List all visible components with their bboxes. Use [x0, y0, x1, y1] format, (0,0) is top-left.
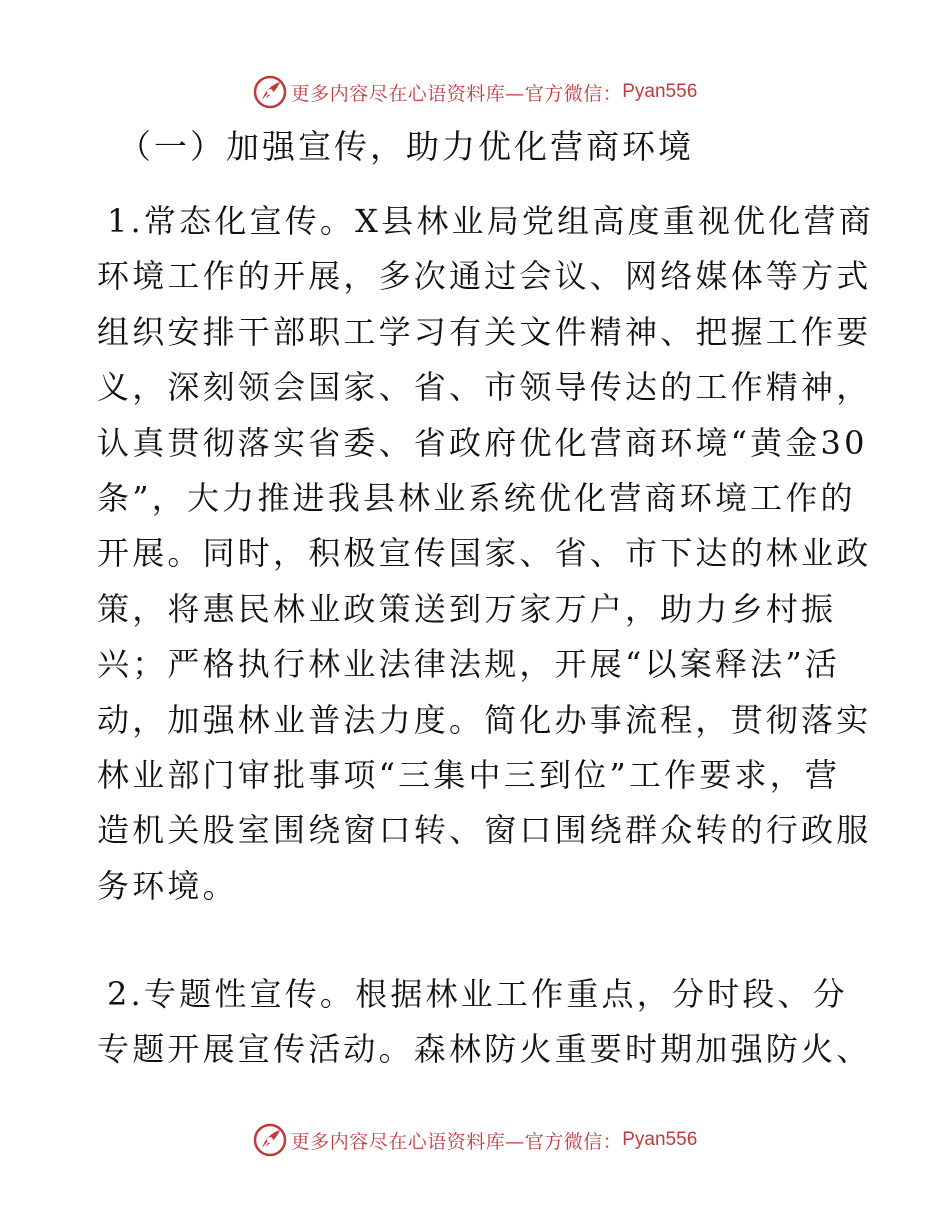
paragraph-line: 开展。同时，积极宣传国家、省、市下达的林业政 — [97, 534, 872, 573]
paragraph-line: 动，加强林业普法力度。简化办事流程，贯彻落实 — [97, 700, 872, 739]
paragraph-line: 务环境。 — [97, 866, 238, 905]
watermark-wechat-id: Pyan556 — [622, 81, 698, 102]
paragraph-line: 专题开展宣传活动。森林防火重要时期加强防火、 — [97, 1030, 872, 1069]
watermark-text: 更多内容尽在心语资料库—官方微信： — [290, 82, 623, 105]
paragraph-line: 义，深刻领会国家、省、市领导传达的工作精神， — [97, 368, 872, 407]
paragraph-line: 认真贯彻落实省委、省政府优化营商环境“黄金30 — [97, 423, 868, 462]
paragraph-line: 2.专题性宣传。根据林业工作重点，分时段、分 — [107, 975, 848, 1013]
paragraph-line: 兴；严格执行林业法律法规，开展“以案释法”活 — [97, 645, 841, 684]
paragraph-routine-publicity — [97, 194, 874, 914]
paragraph-line: 环境工作的开展，多次通过会议、网络媒体等方式 — [97, 257, 872, 296]
paragraph-line: 条”，大力推进我县林业系统优化营商环境工作的 — [97, 478, 856, 517]
header-watermark — [0, 72, 950, 112]
paragraph-line: 林业部门审批事项“三集中三到位”工作要求，营 — [97, 755, 841, 794]
paragraph-line: 造机关股室围绕窗口转、窗口围绕群众转的行政服 — [97, 811, 872, 850]
feather-pen-logo-icon — [253, 75, 287, 109]
paragraph-line: 策，将惠民林业政策送到万家万户，助力乡村振 — [97, 589, 837, 628]
paragraph-line: 1.常态化宣传。X县林业局党组高度重视优化营商 — [107, 202, 874, 240]
paragraph-special-publicity — [97, 967, 872, 1078]
feather-pen-logo-icon — [253, 1123, 287, 1157]
footer-watermark — [0, 1120, 950, 1160]
watermark-wechat-id: Pyan556 — [622, 1129, 698, 1150]
section-heading: （一）加强宣传，助力优化营商环境 — [118, 127, 694, 166]
paragraph-line: 组织安排干部职工学习有关文件精神、把握工作要 — [97, 312, 872, 351]
watermark-text: 更多内容尽在心语资料库—官方微信： — [290, 1130, 623, 1153]
